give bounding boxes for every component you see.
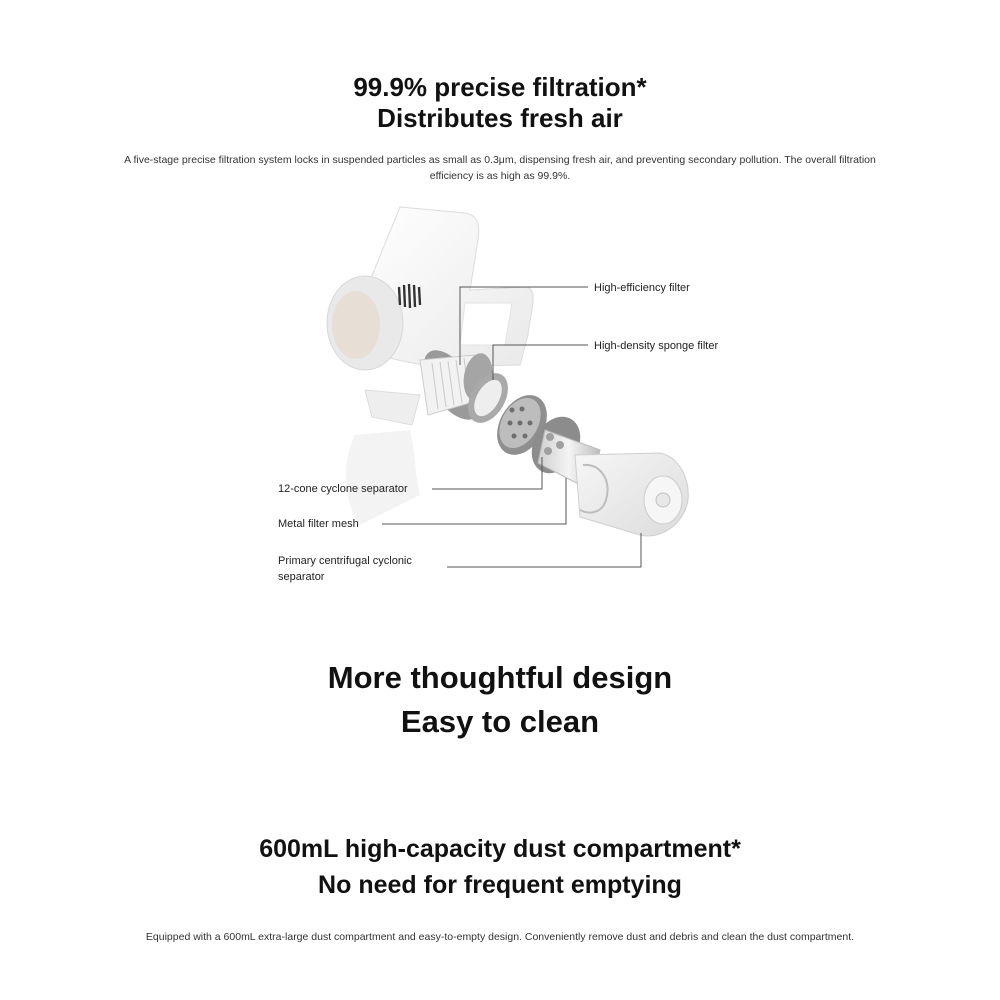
dust-title-line1: 600mL high-capacity dust compartment*: [259, 835, 741, 863]
vacuum-main-body: [327, 207, 533, 370]
leader-primary: [447, 533, 641, 567]
dust-heading: [0, 831, 1000, 903]
label-primary-line2: separator: [278, 571, 325, 583]
design-heading: [0, 656, 1000, 744]
vacuum-exploded-illustration: [0, 195, 1000, 615]
filtration-description: A five-stage precise filtration system locks in suspended particles as small as 0.3μm, dispensing fresh air, and preventing secondary pollution. The overall filtration efficiency is as high as 99.9%.: [124, 154, 876, 182]
filtration-title-line2: Distributes fresh air: [377, 103, 623, 133]
vacuum-handle: [346, 390, 420, 525]
label-primary-line1: Primary centrifugal cyclonic: [278, 555, 412, 567]
dust-description: Equipped with a 600mL extra-large dust compartment and easy-to-empty design. Conveniently remove dust and debris and clean the dust compartment.: [145, 931, 855, 943]
leader-cone: [432, 457, 542, 489]
dust-title-line2: No need for frequent emptying: [318, 871, 682, 899]
design-title-line1: More thoughtful design: [327, 660, 673, 695]
design-title-line2: Easy to clean: [400, 704, 600, 739]
label-high-density-sponge-filter: High-density sponge filter: [594, 340, 719, 352]
dust-bin-part: [575, 453, 688, 536]
label-metal-filter-mesh: Metal filter mesh: [278, 518, 359, 530]
label-primary-cyclonic-separator: [278, 553, 412, 585]
label-cone-cyclone-separator: 12-cone cyclone separator: [278, 483, 408, 495]
filtration-heading: [0, 72, 1000, 134]
label-high-efficiency-filter: High-efficiency filter: [594, 282, 690, 294]
filtration-title-line1: 99.9% precise filtration*: [353, 72, 647, 102]
